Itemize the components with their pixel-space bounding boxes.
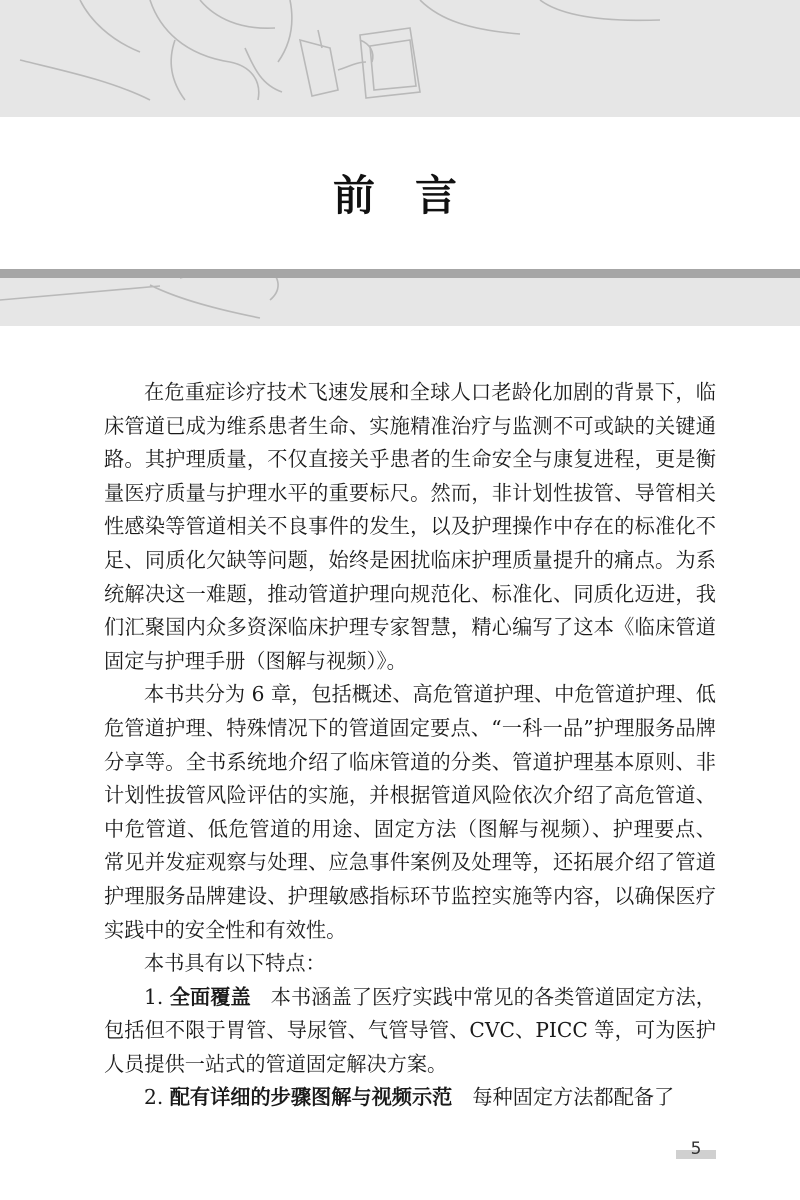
feature-item-2	[104, 1081, 716, 1115]
feature-number: 2.	[144, 1085, 164, 1110]
feature-text: 本书涵盖了医疗实践中常见的各类管道固定方法，包括但不限于胃管、导尿管、气管导管、CVC、PICC 等，可为医护人员提供一站式的管道固定解决方案。	[104, 984, 716, 1076]
page-title: 前言	[332, 171, 497, 220]
paragraph-features-lead: 本书具有以下特点：	[144, 951, 326, 976]
feature-item-1	[104, 981, 716, 1082]
body-text	[104, 376, 716, 1115]
feature-heading: 全面覆盖	[169, 984, 251, 1009]
feature-text: 每种固定方法都配备了	[472, 1085, 675, 1110]
paragraph-contents: 本书共分为 6 章，包括概述、高危管道护理、中危管道护理、低危管道护理、特殊情况下的管道固定要点、“一科一品”护理服务品牌分享等。全书系统地介绍了临床管道的分类、管道护理基本原则、非计划性拔管风险评估的实施，并根据管道风险依次介绍了高危管道、中危管道、低危管道的用途、固定方法（图解与视频）、护理要点、常见并发症观察与处理、应急事件案例及处理等，还拓展介绍了管道护理服务品牌建设、护理敏感指标环节监控实施等内容，以确保医疗实践中的安全性和有效性。	[104, 682, 716, 942]
feature-heading: 配有详细的步骤图解与视频示范	[169, 1085, 453, 1110]
page-number: 5	[690, 1139, 702, 1159]
title-divider	[0, 269, 800, 278]
paragraph-intro: 在危重症诊疗技术飞速发展和全球人口老龄化加剧的背景下，临床管道已成为维系患者生命、实施精准治疗与监测不可或缺的关键通路。其护理质量，不仅直接关乎患者的生命安全与康复进程，更是衡量医疗质量与护理水平的重要标尺。然而，非计划性拔管、导管相关性感染等管道相关不良事件的发生，以及护理操作中存在的标准化不足、同质化欠缺等问题，始终是困扰临床护理质量提升的痛点。为系统解决这一难题，推动管道护理向规范化、标准化、同质化迈进，我们汇聚国内众多资深临床护理专家智慧，精心编写了这本《临床管道固定与护理手册（图解与视频）》。	[104, 380, 716, 673]
feature-number: 1.	[144, 984, 164, 1009]
